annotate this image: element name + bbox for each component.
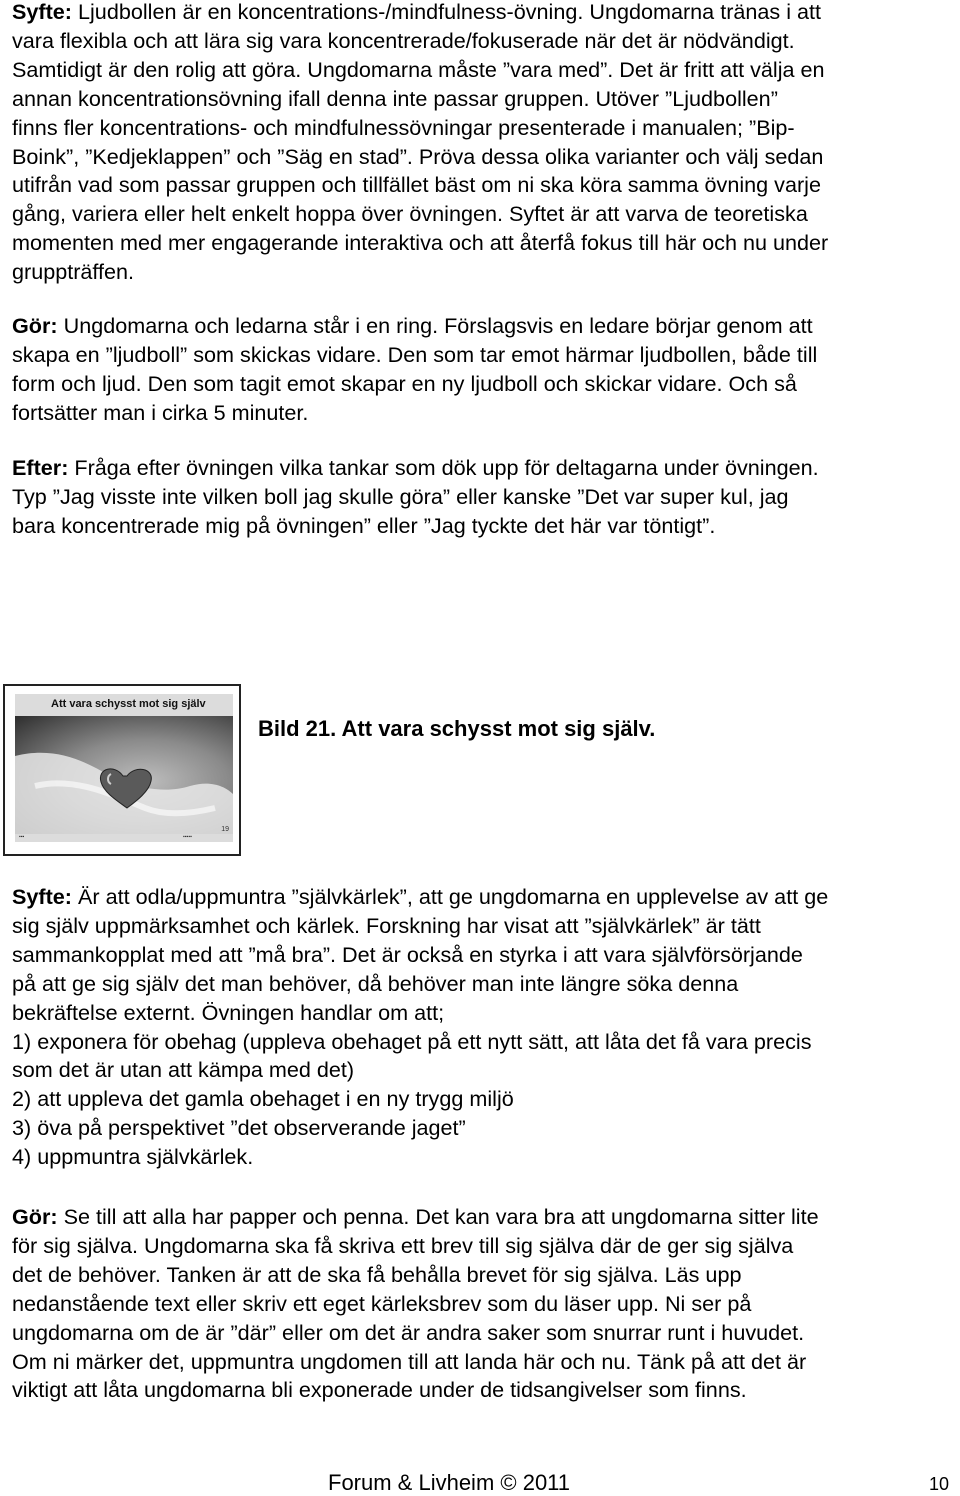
text-line: Syfte: Ljudbollen är en koncentrations-/mindfulness-övning. Ungdomarna tränas i att (12, 0, 822, 24)
text-line: för sig själva. Ungdomarna ska få skriva ett brev till sig själva där de ger sig själva (12, 1232, 794, 1258)
text-line: nedanstående text eller skriv ett eget kärleksbrev som du läser upp. Ni ser på (12, 1290, 752, 1316)
text-line: sig själv uppmärksamhet och kärlek. Forskning har visat att ”självkärlek” är tätt (12, 912, 761, 938)
text-line: bara koncentrerade mig på övningen” eller ”Jag tyckte det här var töntigt”. (12, 512, 716, 538)
slide-thumbnail (15, 694, 233, 842)
slide-number: 19 (221, 826, 229, 833)
text-line: annan koncentrationsövning ifall denna inte passar gruppen. Utöver ”Ljudbollen” (12, 85, 778, 111)
slide-footer-right: ▪▪▪▪▪ (183, 834, 192, 840)
text-line: Boink”, ”Kedjeklappen” och ”Säg en stad”. Pröva dessa olika varianter och välj sedan (12, 143, 824, 169)
page-number: 10 (929, 1474, 950, 1494)
text-line: vara flexibla och att lära sig vara koncentrerade/fokuserade när det är nödvändigt. (12, 27, 795, 53)
slide-footer-left: ▪▪▪ (19, 834, 25, 840)
section-efter-ljudbollen (12, 454, 957, 541)
section-label: Gör: (12, 313, 58, 338)
hand-heart-illustration (15, 716, 233, 834)
text-line: Syfte: Är att odla/uppmuntra ”självkärlek”, att ge ungdomarna en upplevelse av att ge (12, 884, 829, 909)
text-line: Typ ”Jag visste inte vilken boll jag skulle göra” eller kanske ”Det var super kul, jag (12, 483, 789, 509)
text-line: form och ljud. Den som tagit emot skapar en ny ljudboll och skickar vidare. Och så (12, 370, 797, 396)
text-line: fortsätter man i cirka 5 minuter. (12, 399, 309, 425)
slide-title: Att vara schysst mot sig själv (51, 698, 206, 710)
text-line: bekräftelse externt. Övningen handlar om att; (12, 999, 445, 1025)
text-line: Om ni märker det, uppmuntra ungdomen till att landa här och nu. Tänk på att det är (12, 1348, 807, 1374)
figure-caption: Bild 21. Att vara schysst mot sig själv. (258, 716, 656, 741)
text-line: momenten med mer engagerande interaktiva och att återfå fokus till här och nu under (12, 230, 829, 256)
section-syfte-sjalvkarlek (12, 883, 957, 1172)
footer-copyright: Forum & Livheim © 2011 (328, 1470, 571, 1495)
text-line: sammankopplat med att ”må bra”. Det är också en styrka i att vara självförsörjande (12, 941, 803, 967)
text-line: 4) uppmuntra självkärlek. (12, 1144, 254, 1170)
hand-with-heart-photo (15, 716, 233, 834)
text-line: 3) öva på perspektivet ”det observerande jaget” (12, 1115, 466, 1141)
section-label: Gör: (12, 1204, 58, 1229)
text-line: Efter: Fråga efter övningen vilka tankar som dök upp för deltagarna under övningen. (12, 455, 819, 480)
text-line: 1) exponera för obehag (uppleva obehaget på ett nytt sätt, att låta det få vara precis (12, 1028, 812, 1054)
section-gor-ljudbollen (12, 312, 957, 428)
text-line: Gör: Se till att alla har papper och penna. Det kan vara bra att ungdomarna sitter lite (12, 1204, 819, 1229)
section-label: Syfte: (12, 884, 72, 909)
text-line: Gör: Ungdomarna och ledarna står i en ring. Förslagsvis en ledare börjar genom att (12, 313, 813, 338)
section-label: Syfte: (12, 0, 72, 24)
text-line: finns fler koncentrations- och mindfulnessövningar presenterade i manualen; ”Bip- (12, 114, 795, 140)
text-line: utifrån vad som passar gruppen och tillfället bäst om ni ska köra samma övning varje (12, 172, 821, 198)
section-gor-sjalvkarlek (12, 1203, 957, 1405)
text-line: på att ge sig själv det man behöver, då behöver man inte längre söka denna (12, 970, 739, 996)
text-line: viktigt att låta ungdomarna bli exponerade under de tidsangivelser som finns. (12, 1377, 747, 1403)
text-line: gruppträffen. (12, 259, 135, 285)
text-line: som det är utan att kämpa med det) (12, 1057, 355, 1083)
text-line: ungdomarna om de är ”där” eller om det är andra saker som snurrar runt i huvudet. (12, 1319, 805, 1345)
section-label: Efter: (12, 455, 69, 480)
section-syfte-ljudbollen (12, 0, 957, 287)
text-line: skapa en ”ljudboll” som skickas vidare. Den som tar emot härmar ljudbollen, både till (12, 341, 818, 367)
text-line: det de behöver. Tanken är att de ska få behålla brevet för sig själva. Läs upp (12, 1261, 742, 1287)
text-line: gång, variera eller helt enkelt hoppa över övningen. Syftet är att varva de teoretiska (12, 201, 808, 227)
slide-figure (3, 684, 241, 856)
text-line: 2) att uppleva det gamla obehaget i en ny trygg miljö (12, 1086, 514, 1112)
text-line: Samtidigt är den rolig att göra. Ungdomarna måste ”vara med”. Det är fritt att välja en (12, 56, 825, 82)
